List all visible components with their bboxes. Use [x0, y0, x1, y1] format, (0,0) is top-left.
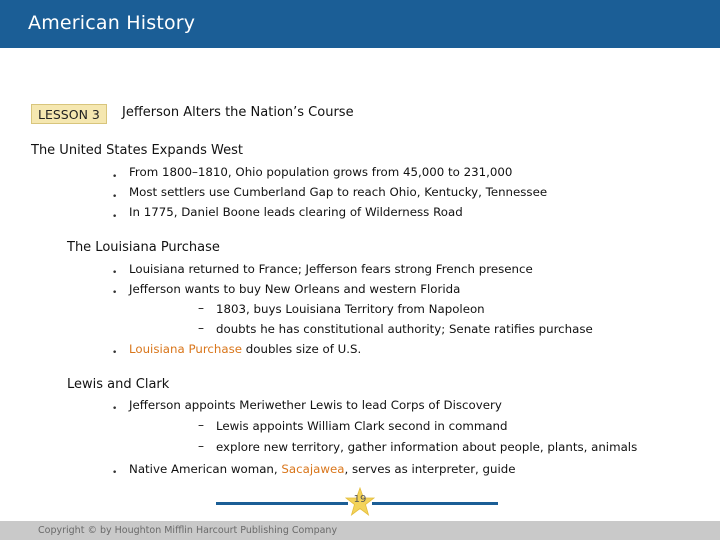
lesson-badge-label: LESSON 3 — [38, 107, 100, 122]
bullet-text: In 1775, Daniel Boone leads clearing of Wilderness Road — [129, 205, 463, 219]
subbullet-text: Lewis appoints William Clark second in command — [216, 419, 508, 433]
lesson-title: Jefferson Alters the Nation’s Course — [122, 105, 354, 120]
bullet-text: From 1800–1810, Ohio population grows from 45,000 to 231,000 — [129, 165, 513, 179]
bullet-text-louisiana — [129, 342, 361, 356]
footer-bar — [0, 521, 720, 540]
bullet-text: Jefferson wants to buy New Orleans and western Florida — [129, 282, 461, 296]
section-heading-louisiana-purchase: The Louisiana Purchase — [67, 240, 220, 255]
lesson-badge — [31, 104, 107, 124]
bullet-icon: • — [112, 468, 118, 478]
page-number: 19 — [353, 494, 367, 505]
bullet-icon: • — [112, 348, 118, 358]
bullet-text-start: Native American woman, — [129, 462, 278, 476]
bullet-text-remainder: doubles size of U.S. — [245, 342, 362, 356]
dash-icon: – — [198, 321, 204, 335]
header-bar — [0, 0, 720, 48]
bullet-text: Most settlers use Cumberland Gap to reach Ohio, Kentucky, Tennessee — [129, 185, 548, 199]
copyright-text: Copyright © by Houghton Mifflin Harcourt Publishing Company — [38, 525, 338, 536]
subbullet-text: 1803, buys Louisiana Territory from Napoleon — [216, 302, 485, 316]
bullet-icon: • — [112, 192, 118, 202]
bullet-icon: • — [112, 172, 118, 182]
subbullet-text: doubts he has constitutional authority; Senate ratifies purchase — [216, 322, 593, 336]
bullet-text: Louisiana returned to France; Jefferson fears strong French presence — [129, 262, 533, 276]
highlight-term: Sacajawea — [281, 462, 345, 476]
bullet-text-end: , serves as interpreter, guide — [344, 462, 516, 476]
dash-icon: – — [198, 418, 204, 432]
dash-icon: – — [198, 301, 204, 315]
bullet-icon: • — [112, 404, 118, 414]
course-title: American History — [28, 12, 196, 34]
highlight-term: Louisiana Purchase — [129, 342, 243, 356]
bullet-icon: • — [112, 268, 118, 278]
dash-icon: – — [198, 439, 204, 453]
section-heading-lewis-clark: Lewis and Clark — [67, 377, 170, 392]
bullet-icon: • — [112, 212, 118, 222]
section-heading-expands-west: The United States Expands West — [31, 143, 243, 158]
subbullet-text: explore new territory, gather information about people, plants, animals — [216, 440, 638, 454]
bullet-text-sacajawea — [129, 462, 516, 476]
page-rule-left — [216, 502, 348, 505]
bullet-icon: • — [112, 288, 118, 298]
page-rule-right — [372, 502, 498, 505]
bullet-text: Jefferson appoints Meriwether Lewis to lead Corps of Discovery — [129, 398, 502, 412]
